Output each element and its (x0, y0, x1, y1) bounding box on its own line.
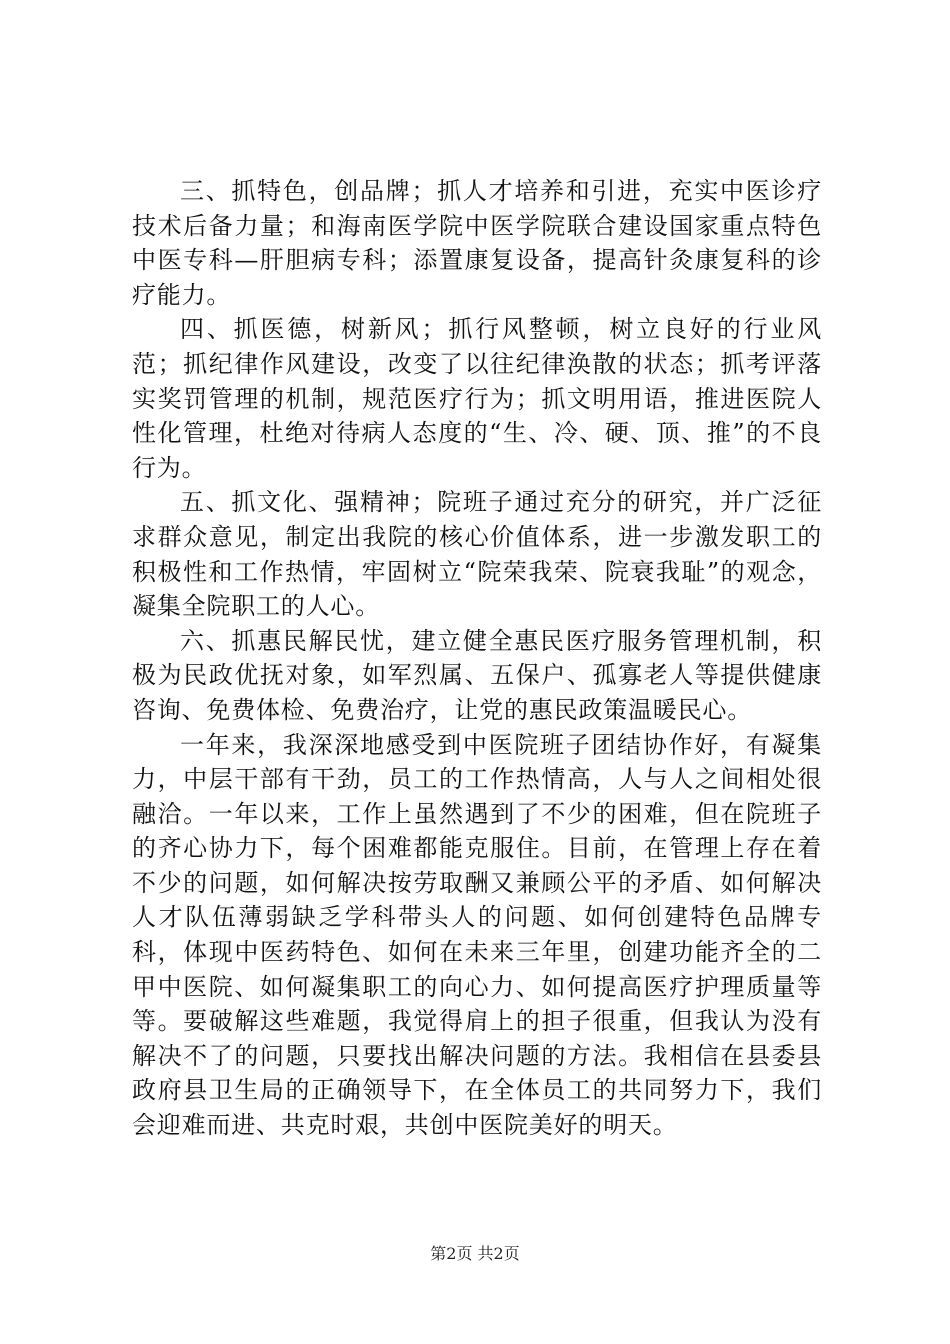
document-body (132, 174, 822, 1143)
paragraph-4: 四、抓医德，树新风；抓行风整顿，树立良好的行业风范；抓纪律作风建设，改变了以往纪律涣散的状态；抓考评落实奖罚管理的机制，规范医疗行为；抓文明用语，推进医院人性化管理，杜绝对待病人态度的“生、冷、硬、顶、推”的不良行为。 (132, 315, 822, 482)
paragraph-3: 三、抓特色，创品牌；抓人才培养和引进，充实中医诊疗技术后备力量；和海南医学院中医学院联合建设国家重点特色中医专科—肝胆病专科；添置康复设备，提高针灸康复科的诊疗能力。 (132, 177, 822, 309)
paragraph-summary: 一年来，我深深地感受到中医院班子团结协作好，有凝集力，中层干部有干劲，员工的工作热情高，人与人之间相处很融洽。一年以来，工作上虽然遇到了不少的困难，但在院班子的齐心协力下，每个困难都能克服住。目前，在管理上存在着不少的问题，如何解决按劳取酬又兼顾公平的矛盾、如何解决人才队伍薄弱缺乏学科带头人的问题、如何创建特色品牌专科，体现中医药特色、如何在未来三年里，创建功能齐全的二甲中医院、如何凝集职工的向心力、如何提高医疗护理质量等等。要破解这些难题，我觉得肩上的担子很重，但我认为没有解决不了的问题，只要找出解决问题的方法。我相信在县委县政府县卫生局的正确领导下，在全体员工的共同努力下，我们会迎难而进、共克时艰，共创中医院美好的明天。 (132, 730, 822, 1140)
paragraph-6: 六、抓惠民解民忧，建立健全惠民医疗服务管理机制，积极为民政优抚对象，如军烈属、五保户、孤寡老人等提供健康咨询、免费体检、免费治疗，让党的惠民政策温暖民心。 (132, 626, 822, 724)
page-number-footer: 第2页 共2页 (430, 1244, 520, 1263)
paragraph-5: 五、抓文化、强精神；院班子通过充分的研究，并广泛征求群众意见，制定出我院的核心价值体系，进一步激发职工的积极性和工作热情，牢固树立“院荣我荣、院衰我耻”的观念，凝集全院职工的人心。 (132, 488, 822, 621)
